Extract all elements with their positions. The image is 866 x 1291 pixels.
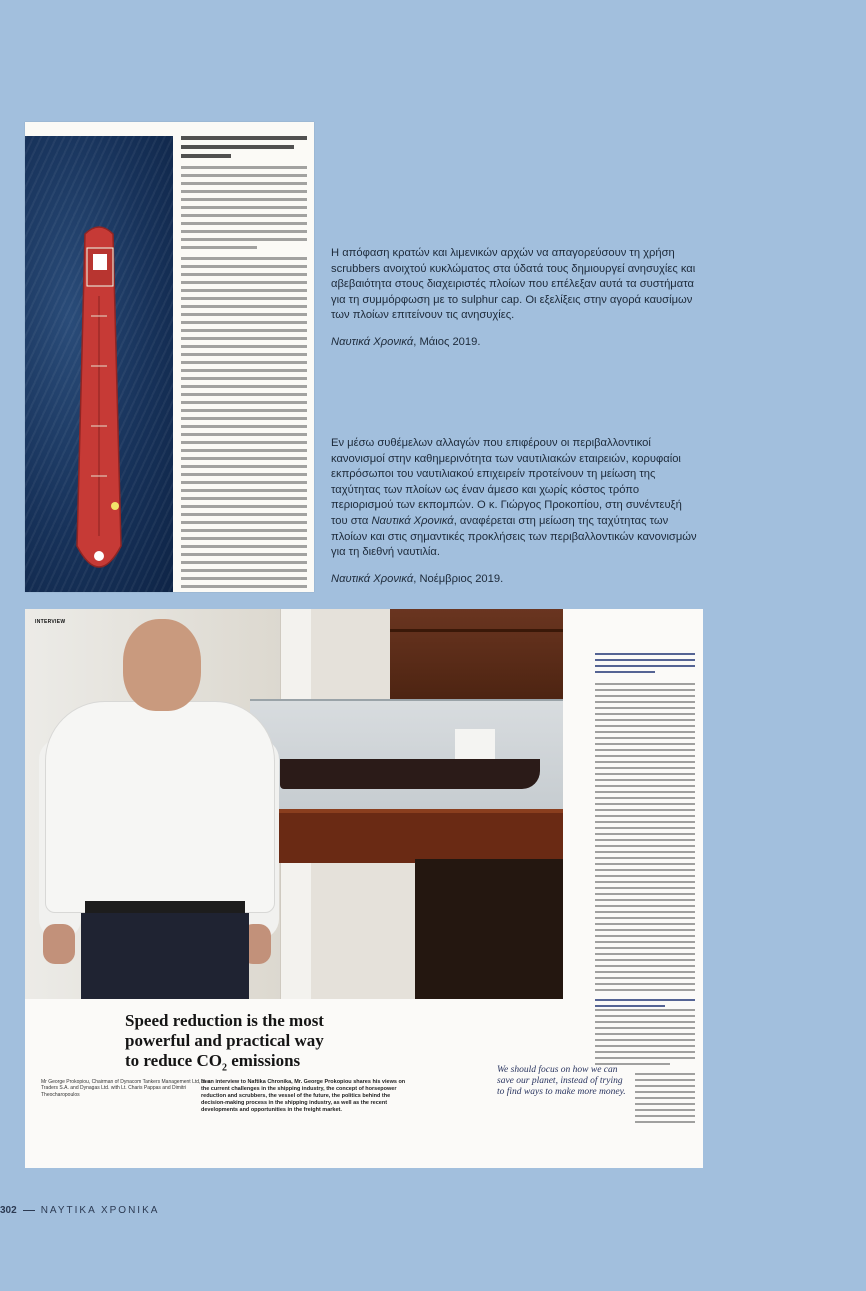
interview-photo [25, 609, 563, 999]
blurb-scrubbers-source [331, 335, 701, 351]
interview-intro: In an interview to Naftika Chronika, Mr. George Prokopiou shares his views on the current challenges in the shipping industry, the concept of horsepower reduction and scrubbers, the vessel of the future, the politics behind the decision-making process in the shipping industry, as well as the recent developments and opportunities in the freight market. [201, 1079, 406, 1113]
interview-right-column [595, 653, 695, 1011]
blurb-scrubbers [331, 246, 701, 362]
interview-bottom-right-text [595, 1009, 695, 1127]
blurb-scrubbers-text: Η απόφαση κρατών και λιμενικών αρχών να απαγορεύσουν τη χρήση scrubbers ανοιχτού κυκλώματος στα ύδατά τους δημιουργεί ανησυχίες και αβεβαιότητα στους διαχειριστές πλοίων που επέλεξαν αυτά τα συστήματα για τη συμμόρφωση με το sulphur cap. Οι εξελίξεις στην αγορά καυσίμων των πλοίων επιτείνουν τις ανησυχίες. [331, 247, 696, 322]
interview-tag: INTERVIEW [35, 619, 66, 625]
blurb-speed-reduction-source [331, 572, 701, 588]
tanker-article-clipping [25, 122, 314, 592]
interview-headline: Speed reduction is the most powerful and practical way to reduce $CO_2$ emissions [125, 1011, 324, 1074]
page-footer [0, 1205, 159, 1216]
page-number: 302 [0, 1205, 17, 1216]
tanker-ship-image [25, 136, 173, 592]
magazine-name: ΝΑΥΤΙΚΑ ΧΡΟΝΙΚΑ [40, 1205, 160, 1216]
tanker-article-heading [181, 136, 307, 158]
blurb-speed-reduction [331, 436, 701, 598]
source-publication: Ναυτικά Χρονικά [331, 335, 414, 348]
aerial-sea-photo [25, 136, 173, 592]
source-date: , Νοέμβριος 2019. [413, 572, 504, 585]
source-date: , Μάιος 2019. [413, 335, 481, 348]
interview-pullquote: We should focus on how we can save our planet, instead of trying to find ways to make more money. [497, 1065, 626, 1097]
interview-byline: Mr George Prokopiou, Chairman of Dynacom Tankers Management Ltd, Sea Traders S.A. and Dynagas Ltd. with Lt. Charis Pappas and Dimitri Theocharopoulos [41, 1079, 211, 1098]
ship-model [280, 759, 540, 789]
tanker-article-body-lines [181, 166, 307, 592]
portrait-man [45, 701, 275, 913]
tanker-article-text [181, 136, 307, 592]
interview-clipping [25, 609, 703, 1168]
blurb-speed-reduction-text: Εν μέσω συθέμελων αλλαγών που επιφέρουν οι περιβαλλοντικοί κανονισμοί στην καθημερινότητα των ναυτιλιακών εταιρειών, κορυφαίοι εκπρόσωποι του ναυτιλιακού επιχειρείν προτείνουν τη μείωση της ταχύτητας των πλοίων ως έναν άμεσο και χωρίς κόστος τρόπο περιορισμού των εκπομπών. Ο κ. Γιώργος Προκοπίου, στη συνέντευξή του στα Ναυτικά Χρονικά, αναφέρεται στη μείωση της ταχύτητας των πλοίων και στις σημαντικές προκλήσεις των περιβαλλοντικών κανονισμών για τη διεθνή ναυτιλία. [331, 437, 697, 559]
source-publication: Ναυτικά Χρονικά [331, 572, 414, 585]
